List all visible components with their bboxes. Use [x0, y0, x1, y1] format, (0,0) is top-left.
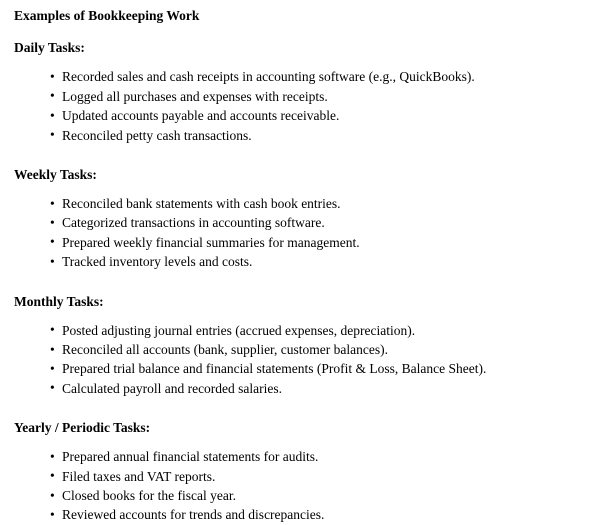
task-list	[14, 322, 586, 398]
document-section-weekly	[14, 166, 586, 272]
section-heading: Daily Tasks:	[14, 40, 85, 56]
list-item: • Recorded sales and cash receipts in accounting software (e.g., QuickBooks).	[14, 68, 586, 86]
list-item: • Reconciled bank statements with cash book entries.	[14, 195, 586, 213]
list-item: • Prepared annual financial statements for audits.	[14, 448, 586, 466]
page-title: Examples of Bookkeeping Work	[14, 8, 200, 23]
document-section-daily	[14, 39, 586, 145]
list-item: • Reviewed accounts for trends and discrepancies.	[14, 506, 586, 524]
section-heading: Monthly Tasks:	[14, 293, 104, 309]
section-heading: Yearly / Periodic Tasks:	[14, 420, 151, 436]
list-item: • Posted adjusting journal entries (accrued expenses, depreciation).	[14, 322, 586, 340]
section-heading: Weekly Tasks:	[14, 166, 97, 182]
task-list	[14, 195, 586, 271]
document-section-yearly	[14, 419, 586, 525]
document-section-monthly	[14, 293, 586, 399]
list-item: • Filed taxes and VAT reports.	[14, 468, 586, 486]
list-item: • Closed books for the fiscal year.	[14, 487, 586, 505]
task-list	[14, 68, 586, 144]
task-list	[14, 448, 586, 524]
list-item: • Categorized transactions in accounting software.	[14, 214, 586, 232]
list-item: • Reconciled petty cash transactions.	[14, 127, 586, 145]
list-item: • Tracked inventory levels and costs.	[14, 253, 586, 271]
list-item: • Prepared weekly financial summaries for management.	[14, 234, 586, 252]
list-item: • Reconciled all accounts (bank, supplier, customer balances).	[14, 341, 586, 359]
list-item: • Updated accounts payable and accounts receivable.	[14, 107, 586, 125]
list-item: • Prepared trial balance and financial statements (Profit & Loss, Balance Sheet).	[14, 360, 586, 378]
list-item: • Calculated payroll and recorded salaries.	[14, 380, 586, 398]
list-item: • Logged all purchases and expenses with receipts.	[14, 88, 586, 106]
